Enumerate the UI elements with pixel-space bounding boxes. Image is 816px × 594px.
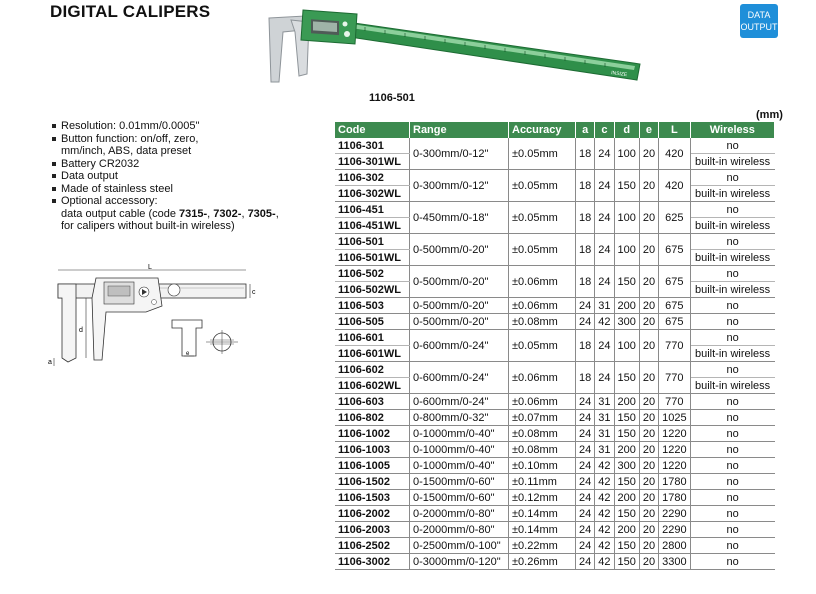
wireless-cell: built-in wireless	[690, 378, 775, 394]
range-cell: 0-2000mm/0-80"	[410, 506, 509, 522]
data-output-badge	[740, 4, 778, 38]
c-cell: 24	[595, 138, 614, 170]
a-cell: 24	[576, 474, 595, 490]
a-cell: 18	[576, 138, 595, 170]
code-cell: 1106-502	[335, 266, 410, 282]
c-cell: 42	[595, 522, 614, 538]
range-cell: 0-300mm/0-12"	[410, 138, 509, 170]
spec-table-body	[335, 138, 775, 570]
accessory-code: 7302-	[213, 207, 242, 220]
range-cell: 0-2500mm/0-100"	[410, 538, 509, 554]
accuracy-cell: ±0.08mm	[509, 442, 576, 458]
caliper-dimension-diagram	[46, 262, 256, 370]
feature-item: Resolution: 0.01mm/0.0005"	[52, 120, 279, 133]
a-cell: 24	[576, 298, 595, 314]
c-cell: 42	[595, 458, 614, 474]
code-cell: 1106-603	[335, 394, 410, 410]
wireless-cell: no	[690, 138, 775, 154]
d-cell: 200	[614, 442, 639, 458]
table-row	[335, 394, 775, 410]
wireless-cell: no	[690, 394, 775, 410]
d-cell: 100	[614, 202, 639, 234]
table-row	[335, 522, 775, 538]
wireless-cell: no	[690, 506, 775, 522]
accuracy-cell: ±0.07mm	[509, 410, 576, 426]
L-cell: 420	[659, 138, 690, 170]
col-header-L: L	[659, 122, 690, 138]
d-cell: 150	[614, 538, 639, 554]
feature-list	[52, 120, 279, 233]
accuracy-cell: ±0.10mm	[509, 458, 576, 474]
c-cell: 31	[595, 426, 614, 442]
range-cell: 0-300mm/0-12"	[410, 170, 509, 202]
badge-line-2: OUTPUT	[740, 22, 778, 32]
range-cell: 0-800mm/0-32"	[410, 410, 509, 426]
brand-logo: INSIZE	[610, 70, 628, 79]
accessory-code: 7315-	[179, 207, 208, 220]
code-cell: 1106-2502	[335, 538, 410, 554]
table-row	[335, 314, 775, 330]
table-row	[335, 426, 775, 442]
L-cell: 420	[659, 170, 690, 202]
wireless-cell: built-in wireless	[690, 346, 775, 362]
a-cell: 24	[576, 394, 595, 410]
d-cell: 200	[614, 522, 639, 538]
wireless-cell: no	[690, 554, 775, 570]
col-header-c: c	[595, 122, 614, 138]
code-cell: 1106-301	[335, 138, 410, 154]
L-cell: 770	[659, 394, 690, 410]
d-cell: 200	[614, 490, 639, 506]
e-cell: 20	[639, 442, 658, 458]
accessory-text: data output cable (code	[61, 207, 180, 220]
d-cell: 200	[614, 394, 639, 410]
L-cell: 675	[659, 234, 690, 266]
col-header-code: Code	[335, 122, 410, 138]
L-cell: 1025	[659, 410, 690, 426]
range-cell: 0-1500mm/0-60"	[410, 474, 509, 490]
d-cell: 100	[614, 330, 639, 362]
L-cell: 1220	[659, 426, 690, 442]
accuracy-cell: ±0.08mm	[509, 426, 576, 442]
wireless-cell: no	[690, 410, 775, 426]
range-cell: 0-1500mm/0-60"	[410, 490, 509, 506]
c-cell: 31	[595, 394, 614, 410]
range-cell: 0-450mm/0-18"	[410, 202, 509, 234]
c-cell: 42	[595, 490, 614, 506]
table-row	[335, 138, 775, 154]
d-cell: 300	[614, 314, 639, 330]
dim-label-L: L	[148, 264, 152, 271]
d-cell: 100	[614, 138, 639, 170]
table-row	[335, 362, 775, 378]
e-cell: 20	[639, 234, 658, 266]
col-header-a: a	[576, 122, 595, 138]
e-cell: 20	[639, 426, 658, 442]
e-cell: 20	[639, 538, 658, 554]
c-cell: 31	[595, 410, 614, 426]
e-cell: 20	[639, 362, 658, 394]
code-cell: 1106-302WL	[335, 186, 410, 202]
col-header-d: d	[614, 122, 639, 138]
accuracy-cell: ±0.12mm	[509, 490, 576, 506]
accuracy-cell: ±0.22mm	[509, 538, 576, 554]
L-cell: 625	[659, 202, 690, 234]
col-header-e: e	[639, 122, 658, 138]
code-cell: 1106-602WL	[335, 378, 410, 394]
e-cell: 20	[639, 554, 658, 570]
page-title: DIGITAL CALIPERS	[50, 2, 211, 21]
table-row	[335, 490, 775, 506]
d-cell: 150	[614, 426, 639, 442]
c-cell: 42	[595, 554, 614, 570]
wireless-cell: no	[690, 266, 775, 282]
wireless-cell: built-in wireless	[690, 218, 775, 234]
table-row	[335, 298, 775, 314]
a-cell: 24	[576, 314, 595, 330]
wireless-cell: no	[690, 234, 775, 250]
range-cell: 0-1000mm/0-40"	[410, 442, 509, 458]
accuracy-cell: ±0.06mm	[509, 298, 576, 314]
L-cell: 1220	[659, 442, 690, 458]
wireless-cell: no	[690, 330, 775, 346]
a-cell: 24	[576, 426, 595, 442]
code-cell: 1106-501WL	[335, 250, 410, 266]
code-cell: 1106-1502	[335, 474, 410, 490]
L-cell: 675	[659, 314, 690, 330]
wireless-cell: no	[690, 426, 775, 442]
c-cell: 42	[595, 474, 614, 490]
a-cell: 24	[576, 538, 595, 554]
wireless-cell: built-in wireless	[690, 154, 775, 170]
code-cell: 1106-601WL	[335, 346, 410, 362]
accuracy-cell: ±0.06mm	[509, 266, 576, 298]
table-row	[335, 538, 775, 554]
code-cell: 1106-1003	[335, 442, 410, 458]
L-cell: 770	[659, 362, 690, 394]
a-cell: 18	[576, 202, 595, 234]
e-cell: 20	[639, 506, 658, 522]
code-cell: 1106-502WL	[335, 282, 410, 298]
code-cell: 1106-2002	[335, 506, 410, 522]
code-cell: 1106-451	[335, 202, 410, 218]
code-cell: 1106-1503	[335, 490, 410, 506]
dim-label-c: c	[252, 289, 256, 296]
d-cell: 100	[614, 234, 639, 266]
accuracy-cell: ±0.05mm	[509, 170, 576, 202]
code-cell: 1106-3002	[335, 554, 410, 570]
accuracy-cell: ±0.05mm	[509, 330, 576, 362]
caliper-product-image	[265, 4, 645, 90]
e-cell: 20	[639, 314, 658, 330]
L-cell: 2290	[659, 522, 690, 538]
accuracy-cell: ±0.11mm	[509, 474, 576, 490]
range-cell: 0-1000mm/0-40"	[410, 426, 509, 442]
dim-label-e: e	[186, 351, 190, 357]
e-cell: 20	[639, 522, 658, 538]
a-cell: 18	[576, 266, 595, 298]
wireless-cell: built-in wireless	[690, 186, 775, 202]
col-header-range: Range	[410, 122, 509, 138]
e-cell: 20	[639, 410, 658, 426]
spec-table-header	[335, 122, 775, 138]
range-cell: 0-3000mm/0-120"	[410, 554, 509, 570]
range-cell: 0-500mm/0-20"	[410, 266, 509, 298]
table-row	[335, 170, 775, 186]
d-cell: 150	[614, 362, 639, 394]
code-cell: 1106-301WL	[335, 154, 410, 170]
accuracy-cell: ±0.14mm	[509, 522, 576, 538]
code-cell: 1106-601	[335, 330, 410, 346]
c-cell: 31	[595, 442, 614, 458]
col-header-wireless: Wireless	[690, 122, 775, 138]
accuracy-cell: ±0.06mm	[509, 394, 576, 410]
spec-table	[335, 122, 775, 570]
wireless-cell: no	[690, 202, 775, 218]
accuracy-cell: ±0.05mm	[509, 138, 576, 170]
accuracy-cell: ±0.14mm	[509, 506, 576, 522]
a-cell: 24	[576, 506, 595, 522]
e-cell: 20	[639, 298, 658, 314]
e-cell: 20	[639, 202, 658, 234]
wireless-cell: no	[690, 538, 775, 554]
unit-note: (mm)	[756, 109, 783, 121]
L-cell: 1780	[659, 474, 690, 490]
feature-item: Battery CR2032	[52, 158, 279, 171]
L-cell: 2800	[659, 538, 690, 554]
e-cell: 20	[639, 170, 658, 202]
e-cell: 20	[639, 330, 658, 362]
e-cell: 20	[639, 458, 658, 474]
feature-item-continued: for calipers without built-in wireless)	[61, 220, 235, 232]
a-cell: 24	[576, 522, 595, 538]
c-cell: 24	[595, 362, 614, 394]
a-cell: 18	[576, 234, 595, 266]
wireless-cell: no	[690, 298, 775, 314]
feature-item: Made of stainless steel	[52, 183, 279, 196]
e-cell: 20	[639, 138, 658, 170]
L-cell: 1780	[659, 490, 690, 506]
d-cell: 200	[614, 298, 639, 314]
code-cell: 1106-302	[335, 170, 410, 186]
feature-item-continued: mm/inch, ABS, data preset	[61, 145, 192, 157]
wireless-cell: no	[690, 458, 775, 474]
feature-item: Optional accessory:	[52, 195, 279, 208]
table-row	[335, 458, 775, 474]
a-cell: 18	[576, 330, 595, 362]
a-cell: 18	[576, 362, 595, 394]
code-cell: 1106-1002	[335, 426, 410, 442]
c-cell: 24	[595, 234, 614, 266]
a-cell: 24	[576, 490, 595, 506]
code-cell: 1106-503	[335, 298, 410, 314]
dim-label-d: d	[79, 327, 83, 334]
range-cell: 0-600mm/0-24"	[410, 362, 509, 394]
L-cell: 770	[659, 330, 690, 362]
d-cell: 150	[614, 554, 639, 570]
code-cell: 1106-505	[335, 314, 410, 330]
d-cell: 150	[614, 410, 639, 426]
L-cell: 1220	[659, 458, 690, 474]
wireless-cell: built-in wireless	[690, 250, 775, 266]
e-cell: 20	[639, 266, 658, 298]
a-cell: 24	[576, 458, 595, 474]
accuracy-cell: ±0.06mm	[509, 362, 576, 394]
a-cell: 24	[576, 442, 595, 458]
wireless-cell: no	[690, 362, 775, 378]
c-cell: 42	[595, 538, 614, 554]
e-cell: 20	[639, 394, 658, 410]
d-cell: 300	[614, 458, 639, 474]
a-cell: 24	[576, 554, 595, 570]
c-cell: 42	[595, 506, 614, 522]
table-row	[335, 330, 775, 346]
accuracy-cell: ±0.26mm	[509, 554, 576, 570]
c-cell: 24	[595, 266, 614, 298]
dim-label-a: a	[48, 359, 52, 366]
d-cell: 150	[614, 506, 639, 522]
wireless-cell: no	[690, 170, 775, 186]
range-cell: 0-500mm/0-20"	[410, 314, 509, 330]
table-row	[335, 554, 775, 570]
wireless-cell: no	[690, 474, 775, 490]
table-row	[335, 234, 775, 250]
e-cell: 20	[639, 474, 658, 490]
code-cell: 1106-451WL	[335, 218, 410, 234]
wireless-cell: no	[690, 522, 775, 538]
c-cell: 24	[595, 330, 614, 362]
c-cell: 42	[595, 314, 614, 330]
table-row	[335, 410, 775, 426]
table-row	[335, 506, 775, 522]
badge-line-1: DATA	[747, 10, 771, 20]
wireless-cell: no	[690, 314, 775, 330]
d-cell: 150	[614, 170, 639, 202]
L-cell: 3300	[659, 554, 690, 570]
table-row	[335, 266, 775, 282]
accessory-code: 7305-	[247, 207, 276, 220]
range-cell: 0-500mm/0-20"	[410, 234, 509, 266]
table-row	[335, 474, 775, 490]
wireless-cell: built-in wireless	[690, 282, 775, 298]
d-cell: 150	[614, 474, 639, 490]
feature-item: Button function: on/off, zero,	[52, 133, 279, 146]
L-cell: 675	[659, 266, 690, 298]
code-cell: 1106-602	[335, 362, 410, 378]
L-cell: 675	[659, 298, 690, 314]
model-label: 1106-501	[369, 92, 415, 104]
col-header-accuracy: Accuracy	[509, 122, 576, 138]
code-cell: 1106-2003	[335, 522, 410, 538]
e-cell: 20	[639, 490, 658, 506]
feature-item: Data output	[52, 170, 279, 183]
d-cell: 150	[614, 266, 639, 298]
accuracy-cell: ±0.05mm	[509, 202, 576, 234]
table-row	[335, 442, 775, 458]
code-cell: 1106-501	[335, 234, 410, 250]
range-cell: 0-600mm/0-24"	[410, 394, 509, 410]
wireless-cell: no	[690, 442, 775, 458]
a-cell: 18	[576, 170, 595, 202]
feature-item-continued: data output cable (code 7315-, 7302-, 7305-,	[61, 207, 279, 220]
c-cell: 24	[595, 170, 614, 202]
accuracy-cell: ±0.05mm	[509, 234, 576, 266]
code-cell: 1106-1005	[335, 458, 410, 474]
c-cell: 24	[595, 202, 614, 234]
L-cell: 2290	[659, 506, 690, 522]
code-cell: 1106-802	[335, 410, 410, 426]
accuracy-cell: ±0.08mm	[509, 314, 576, 330]
range-cell: 0-1000mm/0-40"	[410, 458, 509, 474]
range-cell: 0-2000mm/0-80"	[410, 522, 509, 538]
a-cell: 24	[576, 410, 595, 426]
table-row	[335, 202, 775, 218]
range-cell: 0-500mm/0-20"	[410, 298, 509, 314]
wireless-cell: no	[690, 490, 775, 506]
range-cell: 0-600mm/0-24"	[410, 330, 509, 362]
c-cell: 31	[595, 298, 614, 314]
